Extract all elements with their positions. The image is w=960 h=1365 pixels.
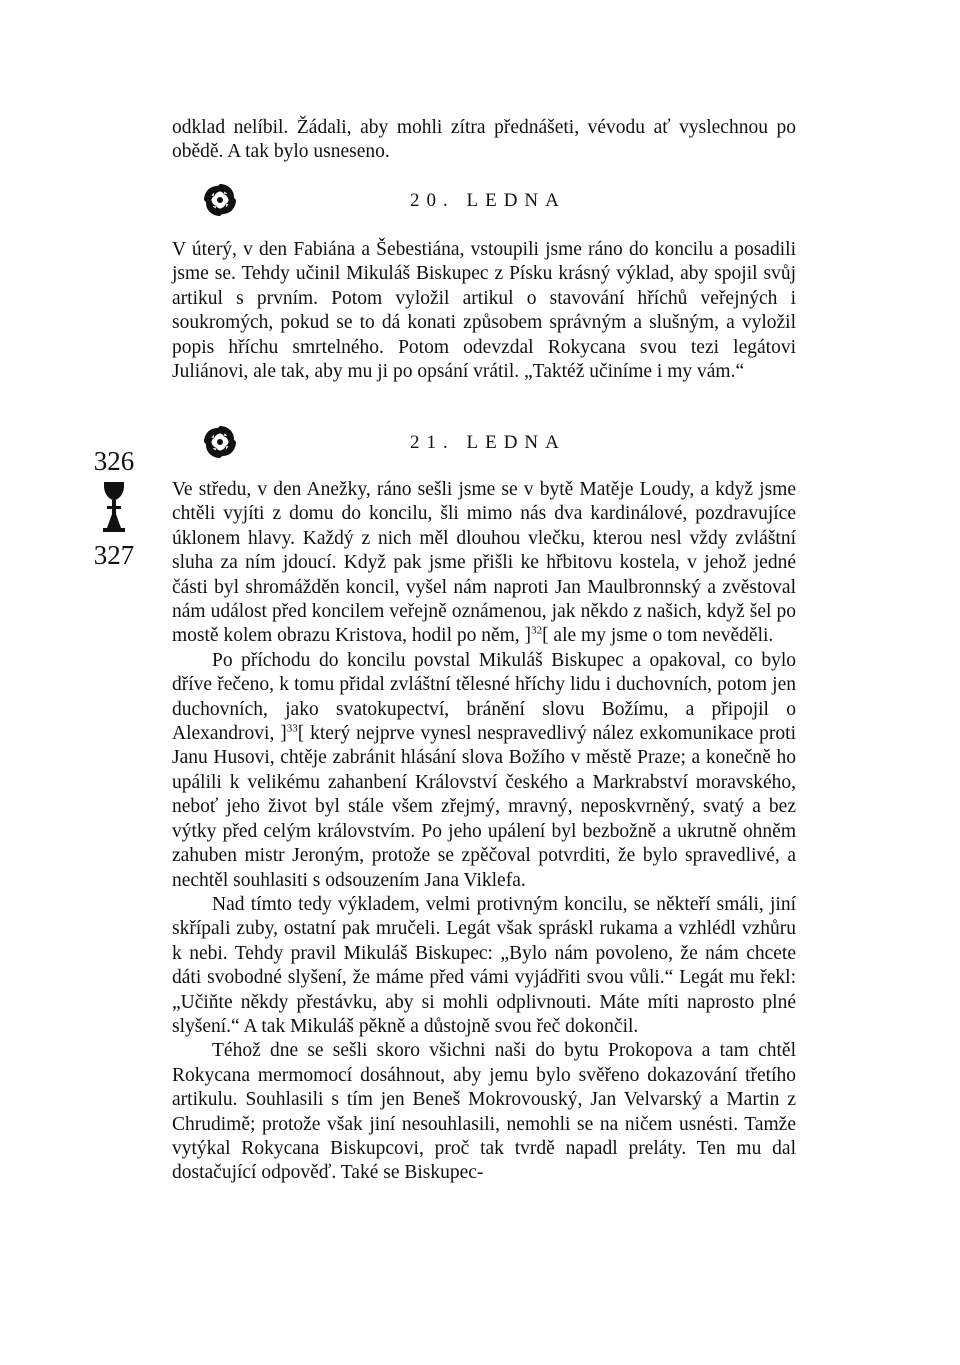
section-heading-21-ledna — [172, 422, 796, 462]
fleuron-icon — [200, 422, 240, 462]
page-number-from: 326 — [93, 446, 135, 476]
paragraph-text — [172, 649, 796, 893]
margin-page-marker — [78, 446, 150, 570]
section-date: 21. LEDNA — [410, 432, 566, 453]
paragraph-text: odklad nelíbil. Žádali, aby mohli zítra přednášeti, vévodu ať vyslechnou po obědě. A tak bylo usneseno. — [172, 117, 796, 163]
footnote-ref: 32 — [531, 624, 543, 637]
text-run: [ ale my jsme o tom nevěděli. — [542, 625, 774, 647]
text-run: Ve středu, v den Anežky, ráno sešli jsme se v bytě Matěje Loudy, a když jsme chtěli vyjíti z domu do koncilu, šli mimo nás dva kardinálové, pozdravujíce úklonem hlavy. Každý z nich měl dlouhou vlečku, kterou nesl vždy zvláštní sluha za ním jdoucí. Když pak jsme přišli ke hřbitovu kostela, v jehož jedné části byl shromážděn koncil, vyšel nám naproti Jan Maulbronnský a zvěstoval nám událost před koncilem veřejně oznámenou, jak někdo z našich, když šel po mostě kolem obrazu Kristova, hodil po něm, ] — [172, 479, 796, 647]
section-date: 20. LEDNA — [410, 190, 566, 211]
text-run: [ který nejprve vynesl nespravedlivý nález exkomunikace proti Janu Husovi, chtěje zabránit hlásání slova Božího v městě Praze; a konečně ho upálili k velikému zahanbení Království českého a Markrabství moravského, neboť jeho život byl stále všem zřejmý, mravný, neposkvrněný, svatý a bez výtky před celým královstvím. Po jeho upálení byl bezbožně a ukrutně ohněm zahuben mistr Jeroným, protože se zpěčoval potvrditi, že bylo spravedlivé, a nechtěl souhlasiti s odsouzením Jana Viklefa. — [172, 723, 797, 891]
footnote-ref: 33 — [286, 722, 298, 735]
page-number-to: 327 — [93, 540, 135, 570]
paragraph-text: Téhož dne se sešli skoro všichni naši do bytu Prokopova a tam chtěl Rokycana mermomocí dosáhnout, aby jemu bylo svěřeno dokazování třetího artikulu. Souhlasili s tím jen Beneš Mokrovouský, Jan Velvarský a Martin z Chrudimě; protože však jiní nesouhlasili, nemohli se na ničem usnésti. Tamže vytýkal Rokycana Biskupcovi, proč tak tvrdě napadl preláty. Ten mu dal dostačující odpověď. Také se Biskupec- — [172, 1040, 796, 1184]
paragraph-text: Nad tímto tedy výkladem, velmi protivným koncilu, se někteří smáli, jiní skřípali zuby, ostatní pak mručeli. Legát však spráskl rukama a vzhlédl vzhůru k nebi. Tehdy pravil Mikuláš Biskupec: „Bylo nám povoleno, že nám chcete dáti svobodné slyšení, že máme před vámi vyjádřiti svou vůli.“ Legát mu řekl: „Učiňte někdy přestávku, aby si mohli odplivnouti. Máte míti naprosto plné slyšení.“ A tak Mikuláš pěkně a důstojně svou řeč dokončil. — [172, 893, 796, 1037]
fleuron-icon — [200, 180, 240, 220]
paragraph-text: V úterý, v den Fabiána a Šebestiána, vstoupili jsme ráno do koncilu a posadili jsme se. Tehdy učinil Mikuláš Biskupec z Písku krásný výklad, aby spojil svůj artikul s prvním. Potom vyložil artikul o stavování hříchů veřejných i soukromých, pokud se to dá konati způsobem správným a slušným, a vyložil popis hříchu smrtelného. Potom odevzdal Rokycana svou tezi legátovi Juliánovi, ale tak, aby mu ji po opsání vrátil. „Taktéž učiníme i my vám.“ — [172, 239, 796, 383]
section-heading-20-ledna — [172, 180, 796, 220]
text-run: Po příchodu do koncilu povstal Mikuláš Biskupec a opakoval, co bylo dříve řečeno, k tomu přidal zvláštní tělesné hříchy lidu i duchovních, potom jen duchovních, jako svatokupectví, bránění slovu Božímu, a připojil o Alexandrovi, ] — [172, 649, 796, 745]
section-20-ledna-body — [172, 238, 796, 384]
paragraph-text — [172, 478, 796, 649]
section-21-ledna-body — [172, 478, 796, 1186]
continuation-paragraph — [172, 116, 796, 165]
chalice-icon — [99, 480, 129, 536]
